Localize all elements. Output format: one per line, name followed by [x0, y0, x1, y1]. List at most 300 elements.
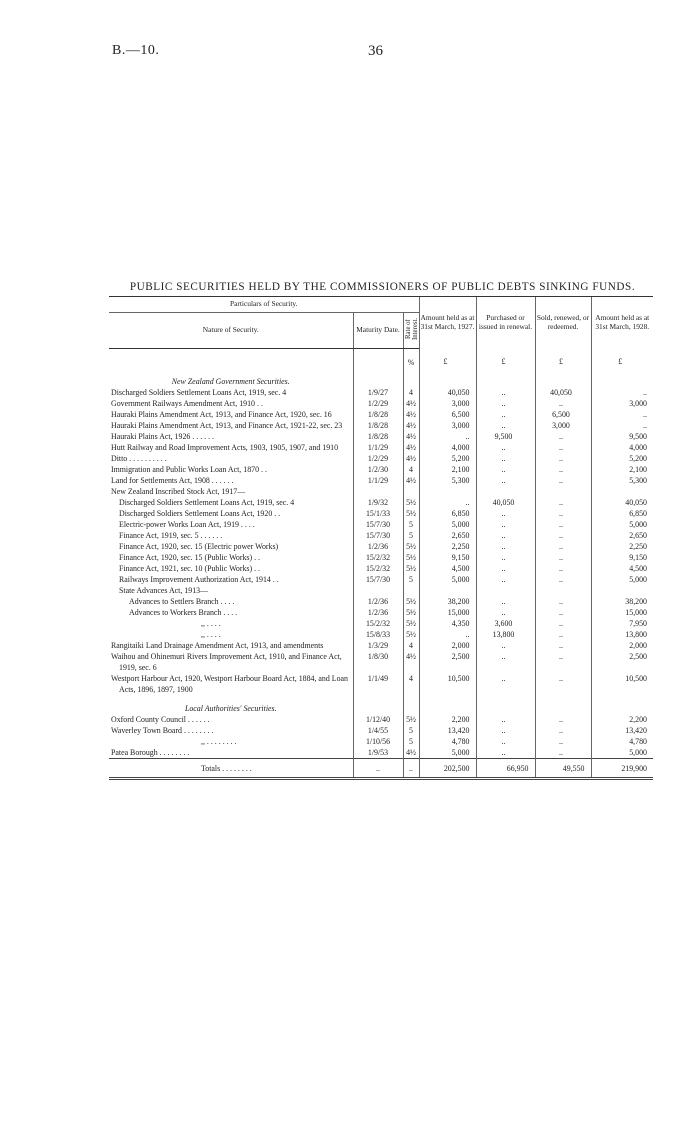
nature-text: Government Railways Amendment Act, 1910 . . — [111, 398, 263, 408]
empty-cell — [419, 695, 476, 714]
table-row — [109, 563, 653, 574]
maturity-date: 1/1/29 — [353, 475, 403, 486]
amount-1928: 15,000 — [591, 607, 653, 618]
interest-rate: 4½ — [403, 420, 419, 431]
amount-1927-header: Amount held as at 31st March, 1927. — [419, 297, 476, 349]
table-row — [109, 453, 653, 464]
nature-text: Oxford County Council . . . . . . — [111, 714, 210, 724]
purchased-amount: 3,600 — [476, 618, 535, 629]
sold-amount: .. — [535, 508, 591, 519]
amount-1928: 2,200 — [591, 714, 653, 725]
maturity-date: 15/2/32 — [353, 552, 403, 563]
amount-1927: 2,650 — [419, 530, 476, 541]
rate-unit: % — [403, 348, 419, 368]
amount-1928: 4,780 — [591, 736, 653, 747]
nature-text: Discharged Soldiers Settlement Loans Act, 1920 . . — [119, 508, 281, 518]
rate-header-cell — [403, 313, 419, 348]
nature-of-security — [109, 530, 353, 541]
securities-table — [109, 296, 653, 780]
amount-1927: .. — [419, 629, 476, 640]
amount-1928: 2,650 — [591, 530, 653, 541]
nature-text: ,, . . . . . . . . — [201, 736, 237, 746]
sold-amount: .. — [535, 629, 591, 640]
nature-of-security — [109, 563, 353, 574]
amount-1928: 5,000 — [591, 747, 653, 759]
sold-amount: .. — [535, 747, 591, 759]
nature-of-security — [109, 618, 353, 629]
interest-rate: 5½ — [403, 607, 419, 618]
amount-1928: 40,050 — [591, 497, 653, 508]
nature-of-security — [109, 431, 353, 442]
section-heading-row — [109, 695, 653, 714]
nature-of-security — [109, 508, 353, 519]
maturity-date: 1/2/36 — [353, 607, 403, 618]
amount-1928: 10,500 — [591, 673, 653, 695]
sold-amount: .. — [535, 725, 591, 736]
section-heading-row — [109, 368, 653, 387]
amount-1928: 2,500 — [591, 651, 653, 673]
interest-rate: 5½ — [403, 508, 419, 519]
table-row — [109, 673, 653, 695]
interest-rate: 4½ — [403, 398, 419, 409]
interest-rate: 4½ — [403, 747, 419, 759]
table-row — [109, 552, 653, 563]
nature-text: Waihou and Ohinemuri Rivers Improvement Act, 1910, and Finance Act, 1919, sec. 6 — [111, 651, 342, 672]
amount-1928 — [591, 486, 653, 497]
sold-amount: .. — [535, 651, 591, 673]
amount-1927: 4,500 — [419, 563, 476, 574]
amount-1928: 5,000 — [591, 519, 653, 530]
totals-maturity: .. — [353, 758, 403, 778]
total-sold: 49,550 — [535, 758, 591, 778]
amount-1928: 2,250 — [591, 541, 653, 552]
empty-cell — [353, 695, 403, 714]
purchased-amount: .. — [476, 519, 535, 530]
total-1927: 202,500 — [419, 758, 476, 778]
nature-text: Hauraki Plains Act, 1926 . . . . . . — [111, 431, 215, 441]
totals-row — [109, 758, 653, 778]
purchased-amount: .. — [476, 442, 535, 453]
nature-of-security — [109, 651, 353, 673]
maturity-date: 1/8/28 — [353, 431, 403, 442]
purchased-amount: .. — [476, 725, 535, 736]
nature-of-security — [109, 552, 353, 563]
nature-of-security — [109, 387, 353, 398]
amount-1927: .. — [419, 497, 476, 508]
interest-rate: 5½ — [403, 497, 419, 508]
nature-text: Hauraki Plains Amendment Act, 1913, and Finance Act, 1920, sec. 16 — [111, 409, 332, 419]
nature-text: Westport Harbour Act, 1920, Westport Harbour Board Act, 1884, and Loan Acts, 1896, 1897, 1900 — [111, 673, 349, 694]
sold-amount: .. — [535, 530, 591, 541]
purchased-amount: .. — [476, 420, 535, 431]
sold-amount: .. — [535, 552, 591, 563]
empty-cell — [353, 368, 403, 387]
sold-header: Sold, renewed, or redeemed. — [535, 297, 591, 349]
purchased-amount: .. — [476, 387, 535, 398]
amount-1928: 13,800 — [591, 629, 653, 640]
sold-amount — [535, 585, 591, 596]
amount-1928: 4,000 — [591, 442, 653, 453]
maturity-date: 15/8/33 — [353, 629, 403, 640]
sold-amount: .. — [535, 519, 591, 530]
maturity-date: 15/7/30 — [353, 574, 403, 585]
interest-rate: 5 — [403, 574, 419, 585]
table-row — [109, 398, 653, 409]
purchased-amount: .. — [476, 607, 535, 618]
table-row — [109, 585, 653, 596]
purchased-amount: .. — [476, 464, 535, 475]
nature-text: Ditto . . . . . . . . . . — [111, 453, 167, 463]
sold-amount: .. — [535, 607, 591, 618]
empty-cell — [476, 368, 535, 387]
sold-amount: .. — [535, 596, 591, 607]
particulars-header: Particulars of Security. — [109, 297, 419, 313]
amount-1927: 10,500 — [419, 673, 476, 695]
nature-text: Electric-power Works Loan Act, 1919 . . . . — [119, 519, 255, 529]
amount-1927: 5,000 — [419, 519, 476, 530]
total-purchased: 66,950 — [476, 758, 535, 778]
nature-text: Discharged Soldiers Settlement Loans Act, 1919, sec. 4 — [111, 387, 287, 397]
sold-amount: .. — [535, 618, 591, 629]
purchased-amount: .. — [476, 651, 535, 673]
amount-1927 — [419, 486, 476, 497]
purchased-amount: .. — [476, 736, 535, 747]
interest-rate: 4½ — [403, 453, 419, 464]
table-row — [109, 486, 653, 497]
nature-of-security — [109, 607, 353, 618]
currency-unit: £ — [591, 348, 653, 368]
nature-of-security — [109, 442, 353, 453]
nature-of-security — [109, 736, 353, 747]
amount-1927: 5,000 — [419, 574, 476, 585]
nature-of-security — [109, 398, 353, 409]
nature-of-security — [109, 585, 353, 596]
amount-1927: 6,500 — [419, 409, 476, 420]
nature-of-security — [109, 574, 353, 585]
currency-unit: £ — [419, 348, 476, 368]
sold-amount — [535, 486, 591, 497]
sold-amount: 3,000 — [535, 420, 591, 431]
purchased-amount: .. — [476, 747, 535, 759]
table-row — [109, 640, 653, 651]
maturity-date — [353, 486, 403, 497]
purchased-amount: .. — [476, 475, 535, 486]
nature-of-security — [109, 747, 353, 759]
nature-text: Finance Act, 1921, sec. 10 (Public Works) . . — [119, 563, 261, 573]
amount-1928: 3,000 — [591, 398, 653, 409]
table-row — [109, 736, 653, 747]
nature-of-security — [109, 519, 353, 530]
table-row — [109, 475, 653, 486]
interest-rate: 4½ — [403, 442, 419, 453]
maturity-date: 1/10/56 — [353, 736, 403, 747]
table-row — [109, 530, 653, 541]
section-heading: Local Authorities' Securities. — [184, 703, 277, 713]
purchased-amount: .. — [476, 409, 535, 420]
purchased-amount: .. — [476, 640, 535, 651]
maturity-date: 1/8/28 — [353, 409, 403, 420]
nature-of-security — [109, 409, 353, 420]
amount-1927: 2,000 — [419, 640, 476, 651]
nature-text: Land for Settlements Act, 1908 . . . . . . — [111, 475, 234, 485]
sold-amount: .. — [535, 497, 591, 508]
table-row — [109, 508, 653, 519]
interest-rate: 5½ — [403, 596, 419, 607]
maturity-date: 15/2/32 — [353, 618, 403, 629]
maturity-date: 1/2/36 — [353, 596, 403, 607]
maturity-date: 1/2/30 — [353, 464, 403, 475]
maturity-date: 15/2/32 — [353, 563, 403, 574]
nature-text: Finance Act, 1919, sec. 5 . . . . . . — [119, 530, 223, 540]
purchased-amount: 13,800 — [476, 629, 535, 640]
amount-1928: .. — [591, 387, 653, 398]
nature-header: Nature of Security. — [109, 313, 353, 348]
empty-cell — [535, 368, 591, 387]
empty-cell — [535, 695, 591, 714]
amount-1927: 2,500 — [419, 651, 476, 673]
empty-cell — [403, 368, 419, 387]
sold-amount: .. — [535, 574, 591, 585]
amount-1927: 2,250 — [419, 541, 476, 552]
sold-amount: .. — [535, 431, 591, 442]
amount-1927: 5,300 — [419, 475, 476, 486]
purchased-amount: .. — [476, 596, 535, 607]
table-row — [109, 431, 653, 442]
purchased-amount — [476, 585, 535, 596]
nature-of-security — [109, 629, 353, 640]
table-row — [109, 618, 653, 629]
maturity-date: 1/9/27 — [353, 387, 403, 398]
amount-1928: 5,000 — [591, 574, 653, 585]
maturity-date: 1/1/29 — [353, 442, 403, 453]
amount-1928: 2,100 — [591, 464, 653, 475]
amount-1927: 13,420 — [419, 725, 476, 736]
nature-text: New Zealand Inscribed Stock Act, 1917— — [111, 486, 246, 496]
amount-1927: 5,000 — [419, 747, 476, 759]
interest-rate: 4 — [403, 673, 419, 695]
amount-1927: 3,000 — [419, 398, 476, 409]
nature-of-security — [109, 464, 353, 475]
interest-rate: 5 — [403, 736, 419, 747]
nature-text: Hauraki Plains Amendment Act, 1913, and Finance Act, 1921-22, sec. 23 — [111, 420, 343, 430]
nature-text: Rangitaiki Land Drainage Amendment Act, 1913, and amendments — [111, 640, 324, 650]
table-row — [109, 442, 653, 453]
empty-cell — [403, 695, 419, 714]
interest-rate: 5 — [403, 530, 419, 541]
nature-text: Advances to Settlers Branch . . . . — [129, 596, 235, 606]
purchased-amount: .. — [476, 453, 535, 464]
table-row — [109, 409, 653, 420]
table-title: PUBLIC SECURITIES HELD BY THE COMMISSIONERS OF PUBLIC DEBTS SINKING FUNDS. — [129, 281, 636, 293]
interest-rate: 5½ — [403, 541, 419, 552]
empty-cell — [419, 368, 476, 387]
sold-amount: 40,050 — [535, 387, 591, 398]
amount-1927: 5,200 — [419, 453, 476, 464]
amount-1927: 40,050 — [419, 387, 476, 398]
table-row — [109, 607, 653, 618]
sold-amount: .. — [535, 475, 591, 486]
maturity-date: 1/8/28 — [353, 420, 403, 431]
interest-rate: 4½ — [403, 475, 419, 486]
table-row — [109, 629, 653, 640]
maturity-date — [353, 585, 403, 596]
maturity-date: 1/8/30 — [353, 651, 403, 673]
maturity-date: 1/2/29 — [353, 453, 403, 464]
amount-1927: 9,150 — [419, 552, 476, 563]
amount-1928: .. — [591, 420, 653, 431]
amount-1927: 15,000 — [419, 607, 476, 618]
nature-text: Immigration and Public Works Loan Act, 1870 . . — [111, 464, 267, 474]
nature-of-security — [109, 420, 353, 431]
table-row — [109, 596, 653, 607]
maturity-date: 1/9/32 — [353, 497, 403, 508]
maturity-date: 1/9/53 — [353, 747, 403, 759]
nature-of-security — [109, 673, 353, 695]
page-number: 36 — [368, 43, 383, 59]
amount-1928: 38,200 — [591, 596, 653, 607]
table-row — [109, 574, 653, 585]
sold-amount: .. — [535, 640, 591, 651]
nature-text: Finance Act, 1920, sec. 15 (Electric power Works) — [119, 541, 279, 551]
amount-1928: 5,200 — [591, 453, 653, 464]
amount-1928: 6,850 — [591, 508, 653, 519]
maturity-date: 1/2/36 — [353, 541, 403, 552]
interest-rate: 5½ — [403, 714, 419, 725]
maturity-date: 15/7/30 — [353, 519, 403, 530]
page-reference: B.—10. — [112, 43, 160, 58]
maturity-date: 1/12/40 — [353, 714, 403, 725]
nature-text: Advances to Workers Branch . . . . — [129, 607, 238, 617]
nature-of-security — [109, 475, 353, 486]
amount-1928 — [591, 585, 653, 596]
purchased-amount: 40,050 — [476, 497, 535, 508]
interest-rate — [403, 585, 419, 596]
amount-1927: 4,000 — [419, 442, 476, 453]
interest-rate: 4 — [403, 464, 419, 475]
sold-amount: .. — [535, 714, 591, 725]
amount-1927: 4,780 — [419, 736, 476, 747]
sold-amount: .. — [535, 541, 591, 552]
amount-1928: .. — [591, 409, 653, 420]
interest-rate: 5½ — [403, 552, 419, 563]
maturity-date: 1/3/29 — [353, 640, 403, 651]
amount-1928: 9,500 — [591, 431, 653, 442]
table-body — [109, 348, 653, 778]
empty-cell — [591, 695, 653, 714]
maturity-header: Maturity Date. — [353, 313, 403, 348]
interest-rate: 5½ — [403, 629, 419, 640]
table-row — [109, 725, 653, 736]
nature-of-security — [109, 541, 353, 552]
amount-1927: 2,100 — [419, 464, 476, 475]
nature-text: Railways Improvement Authorization Act, 1914 . . — [119, 574, 279, 584]
purchased-amount: .. — [476, 673, 535, 695]
interest-rate: 4½ — [403, 651, 419, 673]
nature-text: Waverley Town Board . . . . . . . . — [111, 725, 214, 735]
currency-unit: £ — [535, 348, 591, 368]
nature-of-security — [109, 596, 353, 607]
interest-rate: 5 — [403, 519, 419, 530]
amount-1928: 2,000 — [591, 640, 653, 651]
interest-rate: 4½ — [403, 431, 419, 442]
amount-1927: 3,000 — [419, 420, 476, 431]
amount-1927: 6,850 — [419, 508, 476, 519]
totals-rate: .. — [403, 758, 419, 778]
purchased-amount: .. — [476, 398, 535, 409]
rate-header: Rate of Interest. — [404, 318, 419, 341]
nature-text: ,, . . . . — [201, 618, 221, 628]
nature-text: Patea Borough . . . . . . . . — [111, 747, 190, 757]
totals-label: Totals . . . . . . . . — [109, 758, 353, 778]
amount-1927: 4,350 — [419, 618, 476, 629]
amount-1928: 9,150 — [591, 552, 653, 563]
units-blank — [353, 348, 403, 368]
purchased-amount: .. — [476, 714, 535, 725]
interest-rate: 5½ — [403, 563, 419, 574]
nature-of-security — [109, 497, 353, 508]
table-row — [109, 714, 653, 725]
currency-unit: £ — [476, 348, 535, 368]
nature-of-security — [109, 725, 353, 736]
interest-rate — [403, 486, 419, 497]
nature-of-security — [109, 640, 353, 651]
interest-rate: 4½ — [403, 409, 419, 420]
amount-1927 — [419, 585, 476, 596]
purchased-amount — [476, 486, 535, 497]
interest-rate: 4 — [403, 387, 419, 398]
sold-amount: .. — [535, 736, 591, 747]
amount-1928: 5,300 — [591, 475, 653, 486]
units-row — [109, 348, 653, 368]
sold-amount: .. — [535, 442, 591, 453]
nature-of-security — [109, 453, 353, 464]
nature-text: State Advances Act, 1913— — [119, 585, 208, 595]
interest-rate: 4 — [403, 640, 419, 651]
empty-cell — [591, 368, 653, 387]
amount-1928: 7,950 — [591, 618, 653, 629]
table-row — [109, 541, 653, 552]
amount-1927: 38,200 — [419, 596, 476, 607]
nature-of-security — [109, 486, 353, 497]
purchased-amount: .. — [476, 563, 535, 574]
purchased-amount: .. — [476, 574, 535, 585]
sold-amount: 6,500 — [535, 409, 591, 420]
interest-rate: 5½ — [403, 618, 419, 629]
table-row — [109, 420, 653, 431]
purchased-amount: .. — [476, 541, 535, 552]
maturity-date: 1/4/55 — [353, 725, 403, 736]
nature-text: Finance Act, 1920, sec. 15 (Public Works) . . — [119, 552, 261, 562]
sold-amount: .. — [535, 398, 591, 409]
table-row — [109, 519, 653, 530]
purchased-amount: 9,500 — [476, 431, 535, 442]
maturity-date: 15/7/30 — [353, 530, 403, 541]
purchased-amount: .. — [476, 530, 535, 541]
table-row — [109, 464, 653, 475]
purchased-amount: .. — [476, 552, 535, 563]
nature-text: Discharged Soldiers Settlement Loans Act, 1919, sec. 4 — [119, 497, 295, 507]
purchased-header: Purchased or issued in renewal. — [476, 297, 535, 349]
amount-1928: 4,500 — [591, 563, 653, 574]
table-row — [109, 497, 653, 508]
interest-rate: 5 — [403, 725, 419, 736]
sold-amount: .. — [535, 464, 591, 475]
maturity-date: 1/1/49 — [353, 673, 403, 695]
total-1928: 219,900 — [591, 758, 653, 778]
table-row — [109, 387, 653, 398]
purchased-amount: .. — [476, 508, 535, 519]
maturity-date: 1/2/29 — [353, 398, 403, 409]
